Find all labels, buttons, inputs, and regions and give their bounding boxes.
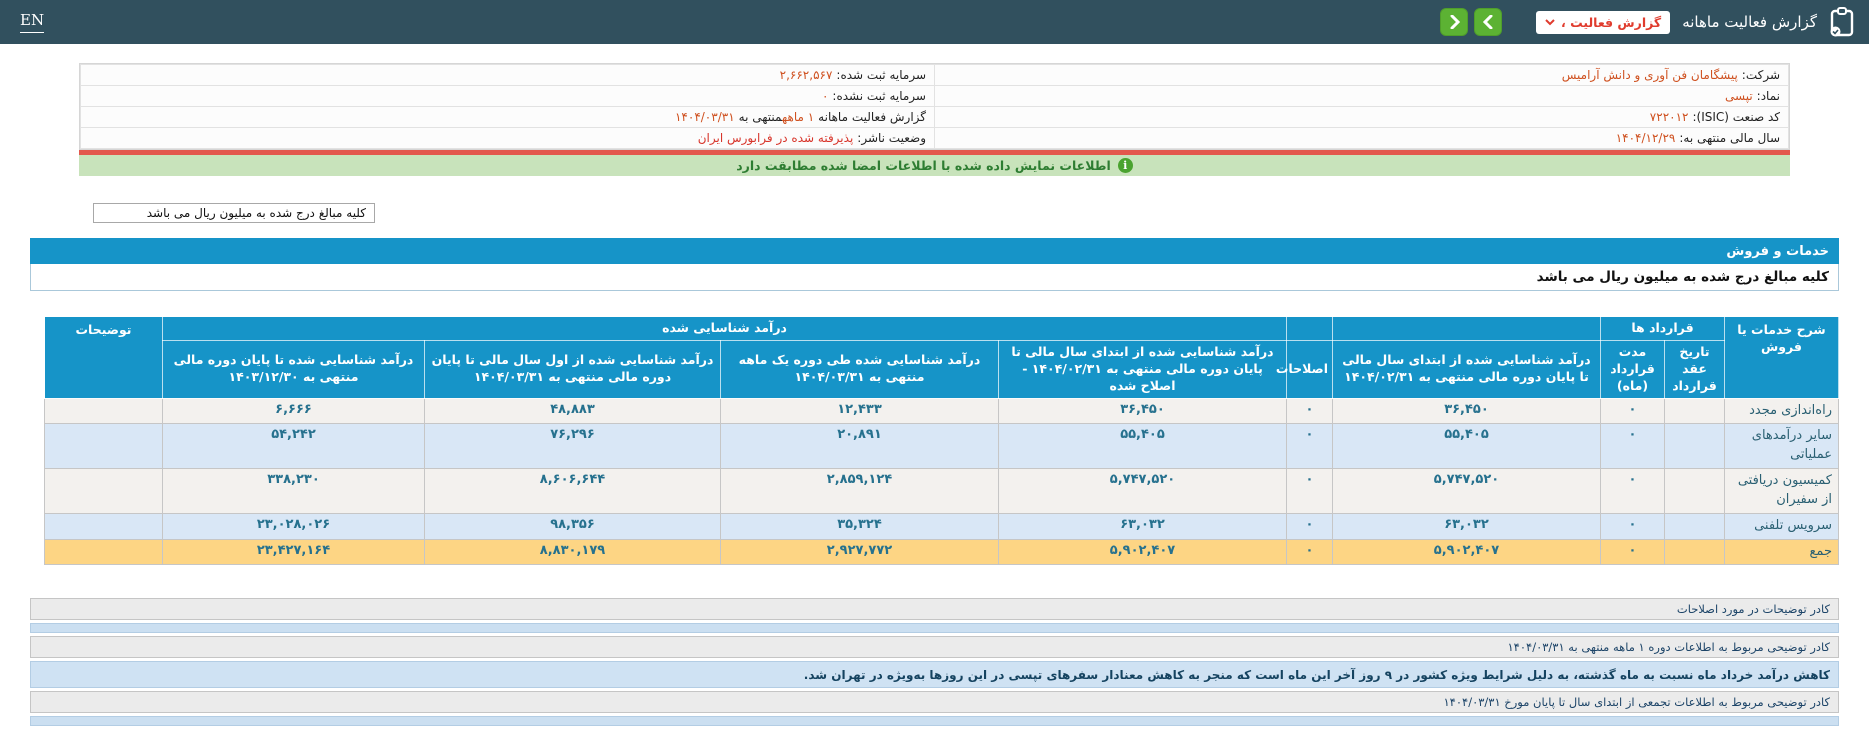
report-period-ending-date: ۱۴۰۴/۰۳/۳۱ bbox=[674, 110, 735, 124]
header-group-row bbox=[45, 317, 1839, 341]
company-info-table bbox=[79, 63, 1790, 150]
col-service-description: شرح خدمات یا فروش bbox=[1725, 317, 1839, 399]
unregistered-capital-label: سرمایه ثبت نشده: bbox=[832, 89, 926, 103]
registered-capital-label: سرمایه ثبت شده: bbox=[836, 68, 926, 82]
note-period-header: کادر توضیحی مربوط به اطلاعات دوره ۱ ماهه منتهی به ۱۴۰۴/۰۳/۳۱ bbox=[30, 636, 1839, 658]
group-recognized-revenue: درآمد شناسایی شده bbox=[163, 317, 1287, 341]
table-row-relaunch: راه‌اندازی مجدد ۰ ۳۶,۴۵۰ ۰ ۳۶,۴۵۰ ۱۲,۴۳۳ ۴۸,۸۸۳ ۶,۶۶۶ bbox=[45, 398, 1839, 424]
info-row-company bbox=[81, 65, 1789, 86]
topbar bbox=[0, 0, 1869, 44]
chevron-left-icon bbox=[1483, 15, 1494, 29]
report-period-ending-label: منتهی به bbox=[738, 110, 782, 124]
table-row-driver-commission: کمیسیون دریافتی از سفیران ۰ ۵,۷۴۷,۵۲۰ ۰ ۵,۷۴۷,۵۲۰ ۲,۸۵۹,۱۲۴ ۸,۶۰۶,۶۴۴ ۳۳۸,۲۳۰ bbox=[45, 469, 1839, 514]
col-revenue-ytd-0331: درآمد شناسایی شده از اول سال مالی تا پایان دوره مالی منتهی به ۱۴۰۴/۰۳/۳۱ bbox=[425, 340, 721, 398]
report-type-dropdown-label: گزارش فعالیت ، bbox=[1561, 14, 1662, 30]
registered-capital-value: ۲,۶۶۲,۵۶۷ bbox=[779, 68, 833, 82]
note-period-explanation: کاهش درآمد خرداد ماه نسبت به ماه گذشته، به دلیل شرایط ویژه کشور در ۹ روز آخر این ماه است که منجر به کاهش معنادار سفرهای تپسی در این روزها به‌ویژه در تهران شد. bbox=[30, 661, 1839, 688]
services-sales-table bbox=[30, 316, 1839, 565]
col-adjustments: اصلاحات bbox=[1287, 340, 1333, 398]
company-label: شرکت: bbox=[1741, 68, 1780, 82]
signature-match-banner bbox=[79, 155, 1790, 176]
amounts-unit-note-box: کلیه مبالغ درج شده به میلیون ریال می باشد bbox=[93, 203, 375, 223]
fiscal-year-label: سال مالی منتهی به: bbox=[1679, 131, 1780, 145]
report-type-dropdown[interactable] bbox=[1536, 11, 1670, 34]
unregistered-capital-value: ۰ bbox=[821, 89, 829, 103]
footer-notes bbox=[30, 598, 1839, 726]
header-columns-row bbox=[45, 340, 1839, 398]
col-revenue-one-month: درآمد شناسایی شده طی دوره یک ماهه منتهی به ۱۴۰۴/۰۳/۳۱ bbox=[721, 340, 999, 398]
table-row-phone-service: سرویس تلفنی ۰ ۶۳,۰۳۲ ۰ ۶۳,۰۳۲ ۳۵,۳۲۴ ۹۸,۳۵۶ ۲۳,۰۲۸,۰۲۶ bbox=[45, 513, 1839, 539]
col-contract-duration: مدت قرارداد (ماه) bbox=[1601, 340, 1665, 398]
chevron-down-icon bbox=[1545, 19, 1555, 26]
signature-match-text: اطلاعات نمایش داده شده با اطلاعات امضا شده مطابقت دارد bbox=[736, 158, 1111, 173]
isic-value: ۷۲۲۰۱۲ bbox=[1649, 110, 1689, 124]
col-notes: توضیحات bbox=[45, 317, 163, 399]
symbol-label: نماد: bbox=[1756, 89, 1780, 103]
company-value: پیشگامان فن آوری و دانش آرامیس bbox=[1561, 68, 1738, 82]
clipboard-report-icon bbox=[1829, 7, 1855, 37]
fiscal-year-value: ۱۴۰۴/۱۲/۲۹ bbox=[1615, 131, 1676, 145]
header-spacer-2 bbox=[1287, 317, 1333, 341]
note-adjustments-header: کادر توضیحات در مورد اصلاحات bbox=[30, 598, 1839, 620]
info-row-isic bbox=[81, 107, 1789, 128]
section-title: خدمات و فروش bbox=[1726, 243, 1829, 259]
chevron-right-icon bbox=[1449, 15, 1460, 29]
note-cumulative-header: کادر توضیحی مربوط به اطلاعات تجمعی از ابتدای سال تا پایان مورخ ۱۴۰۴/۰۳/۳۱ bbox=[30, 691, 1839, 713]
page-title: گزارش فعالیت ماهانه bbox=[1682, 13, 1817, 31]
language-toggle-en[interactable]: EN bbox=[20, 11, 44, 33]
table-row-total: جمع ۰ ۵,۹۰۲,۴۰۷ ۰ ۵,۹۰۲,۴۰۷ ۲,۹۲۷,۷۷۲ ۸,۸۳۰,۱۷۹ ۲۳,۴۲۷,۱۶۴ bbox=[45, 539, 1839, 565]
report-nav-buttons bbox=[1440, 8, 1502, 36]
col-revenue-prev-year: درآمد شناسایی شده تا پایان دوره مالی منتهی به ۱۴۰۳/۱۲/۳۰ bbox=[163, 340, 425, 398]
col-revenue-to-0231: درآمد شناسایی شده از ابتدای سال مالی تا پایان دوره مالی منتهی به ۱۴۰۴/۰۲/۳۱ bbox=[1333, 340, 1601, 398]
table-row-other-operating-income: سایر درآمدهای عملیاتی ۰ ۵۵,۴۰۵ ۰ ۵۵,۴۰۵ ۲۰,۸۹۱ ۷۶,۲۹۶ ۵۴,۲۴۲ bbox=[45, 424, 1839, 469]
issuer-status-label: وضعیت ناشر: bbox=[857, 131, 926, 145]
nav-previous-button[interactable] bbox=[1474, 8, 1502, 36]
info-icon: i bbox=[1118, 158, 1133, 173]
symbol-value: تپسی bbox=[1725, 89, 1753, 103]
group-contracts: قرارداد ها bbox=[1601, 317, 1725, 341]
amounts-unit-note-line: کلیه مبالغ درج شده به میلیون ریال می باشد bbox=[30, 264, 1839, 291]
note-cumulative-empty bbox=[30, 716, 1839, 726]
nav-next-button[interactable] bbox=[1440, 8, 1468, 36]
note-adjustments-empty bbox=[30, 623, 1839, 633]
info-row-fiscal-year bbox=[81, 128, 1789, 149]
topbar-title-cluster bbox=[1440, 7, 1855, 37]
header-spacer-1 bbox=[1333, 317, 1601, 341]
report-period-length: ۱ ماهه bbox=[781, 110, 815, 124]
issuer-status-value: پذیرفته شده در فرابورس ایران bbox=[697, 131, 854, 145]
info-row-symbol bbox=[81, 86, 1789, 107]
isic-label: کد صنعت (ISIC): bbox=[1692, 110, 1780, 124]
report-period-label: گزارش فعالیت ماهانه bbox=[818, 110, 926, 124]
section-header-services bbox=[30, 238, 1839, 264]
col-revenue-to-0231-adjusted: درآمد شناسایی شده از ابتدای سال مالی تا پایان دوره مالی منتهی به ۱۴۰۴/۰۲/۳۱ - اصلاح شده bbox=[999, 340, 1287, 398]
col-contract-date: تاریخ عقد قرارداد bbox=[1665, 340, 1725, 398]
